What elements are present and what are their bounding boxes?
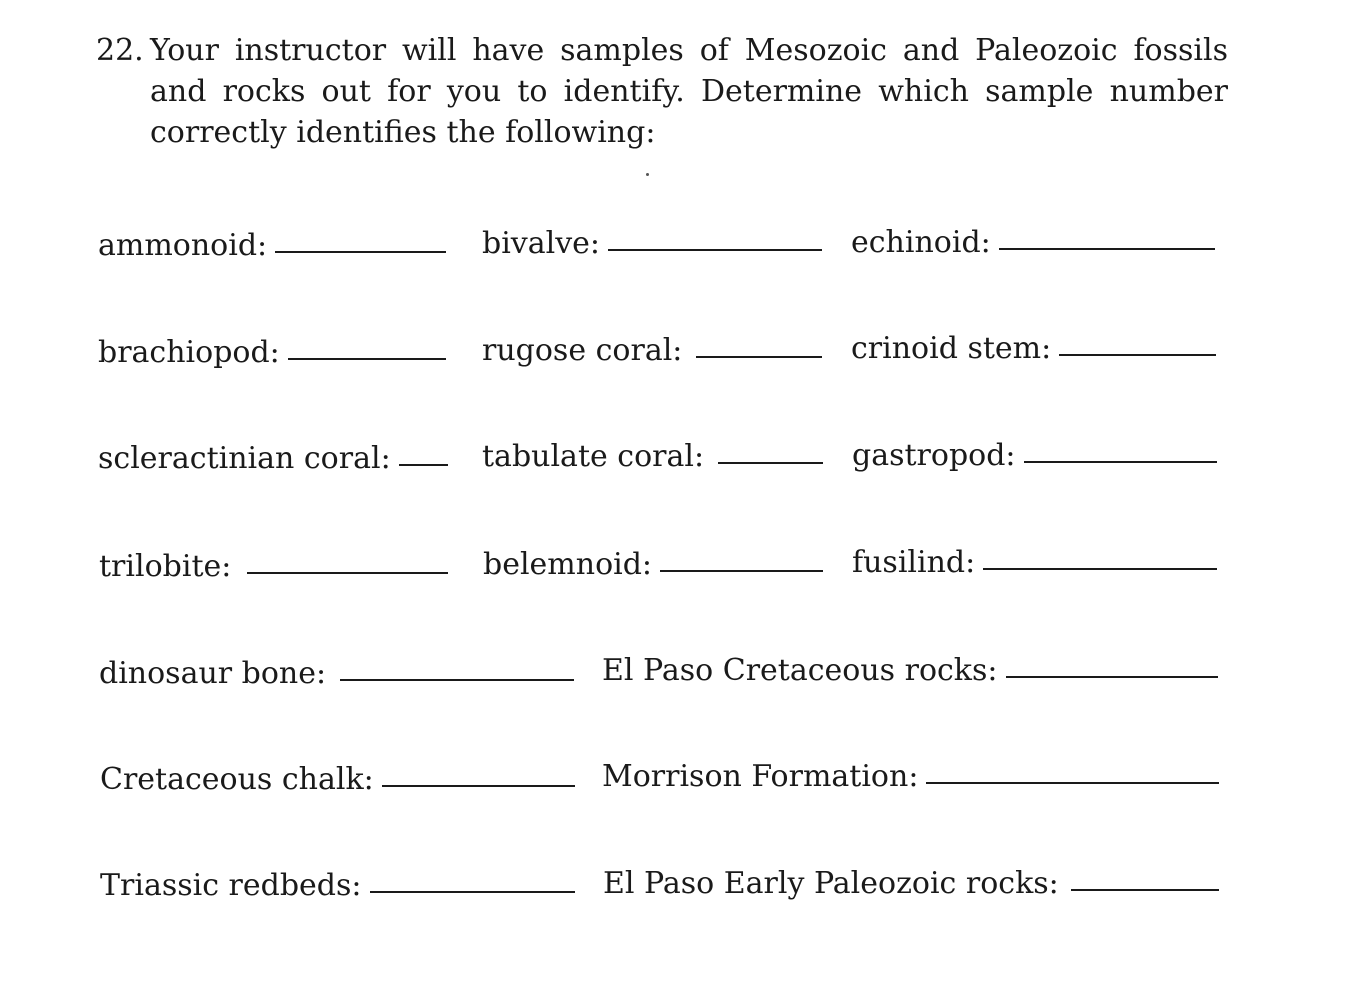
field-scleractinian-coral [98, 441, 448, 476]
field-rugose-coral [482, 333, 822, 368]
answer-blank-trilobite[interactable] [247, 571, 448, 574]
field-fusilind [852, 545, 1217, 580]
field-label: belemnoid: [483, 547, 653, 582]
question-text: Your instructor will have samples of Mesozoic and Paleozoic fossils and rocks out for you to identify. Determine which sample number correctly identifies the following: [150, 33, 1228, 150]
field-label: Triassic redbeds: [100, 868, 362, 903]
field-morrison-formation [602, 759, 1219, 794]
field-label: rugose coral: [482, 333, 683, 368]
field-dinosaur-bone [99, 656, 574, 691]
answer-blank-gastropod[interactable] [1024, 460, 1217, 463]
field-label: brachiopod: [98, 335, 280, 370]
field-el-paso-cretaceous [602, 653, 1218, 688]
answer-blank-el-paso-early-paleozoic[interactable] [1071, 888, 1219, 891]
answer-blank-tabulate-coral[interactable] [718, 461, 823, 464]
field-label: gastropod: [852, 438, 1016, 473]
field-el-paso-early-paleozoic [603, 866, 1219, 901]
field-label: dinosaur bone: [99, 656, 327, 691]
field-echinoid [851, 225, 1215, 260]
field-label: Morrison Formation: [602, 759, 919, 794]
answer-blank-echinoid[interactable] [999, 247, 1215, 250]
answer-blank-bivalve[interactable] [608, 248, 822, 251]
question-number: 22. [96, 33, 144, 68]
answer-blank-crinoid-stem[interactable] [1059, 353, 1216, 356]
answer-blank-ammonoid[interactable] [275, 250, 446, 253]
field-brachiopod [98, 335, 446, 370]
field-ammonoid [98, 228, 446, 263]
field-label: El Paso Early Paleozoic rocks: [603, 866, 1059, 901]
field-triassic-redbeds [100, 868, 575, 903]
answer-blank-brachiopod[interactable] [288, 357, 446, 360]
field-belemnoid [483, 547, 823, 582]
field-trilobite [99, 549, 448, 584]
field-label: trilobite: [99, 549, 232, 584]
field-label: fusilind: [852, 545, 976, 580]
field-crinoid-stem [851, 331, 1216, 366]
answer-blank-fusilind[interactable] [983, 567, 1217, 570]
field-label: Cretaceous chalk: [100, 762, 374, 797]
field-label: echinoid: [851, 225, 991, 260]
answer-blank-triassic-redbeds[interactable] [370, 890, 575, 893]
answer-blank-dinosaur-bone[interactable] [340, 678, 574, 681]
answer-blank-el-paso-cretaceous[interactable] [1006, 675, 1219, 678]
field-label: ammonoid: [98, 228, 268, 263]
field-label: bivalve: [482, 226, 601, 261]
answer-blank-scleractinian-coral[interactable] [399, 463, 448, 466]
field-label: crinoid stem: [851, 331, 1052, 366]
field-label: El Paso Cretaceous rocks: [602, 653, 998, 688]
answer-blank-cretaceous-chalk[interactable] [382, 784, 575, 787]
answer-blank-belemnoid[interactable] [660, 569, 823, 572]
field-tabulate-coral [482, 439, 823, 474]
field-bivalve [482, 226, 822, 261]
stray-mark [646, 173, 649, 176]
question-prompt [96, 30, 1228, 153]
field-label: scleractinian coral: [98, 441, 391, 476]
answer-blank-morrison-formation[interactable] [926, 781, 1219, 784]
field-gastropod [852, 438, 1217, 473]
field-cretaceous-chalk [100, 762, 575, 797]
answer-blank-rugose-coral[interactable] [696, 355, 822, 358]
field-label: tabulate coral: [482, 439, 705, 474]
